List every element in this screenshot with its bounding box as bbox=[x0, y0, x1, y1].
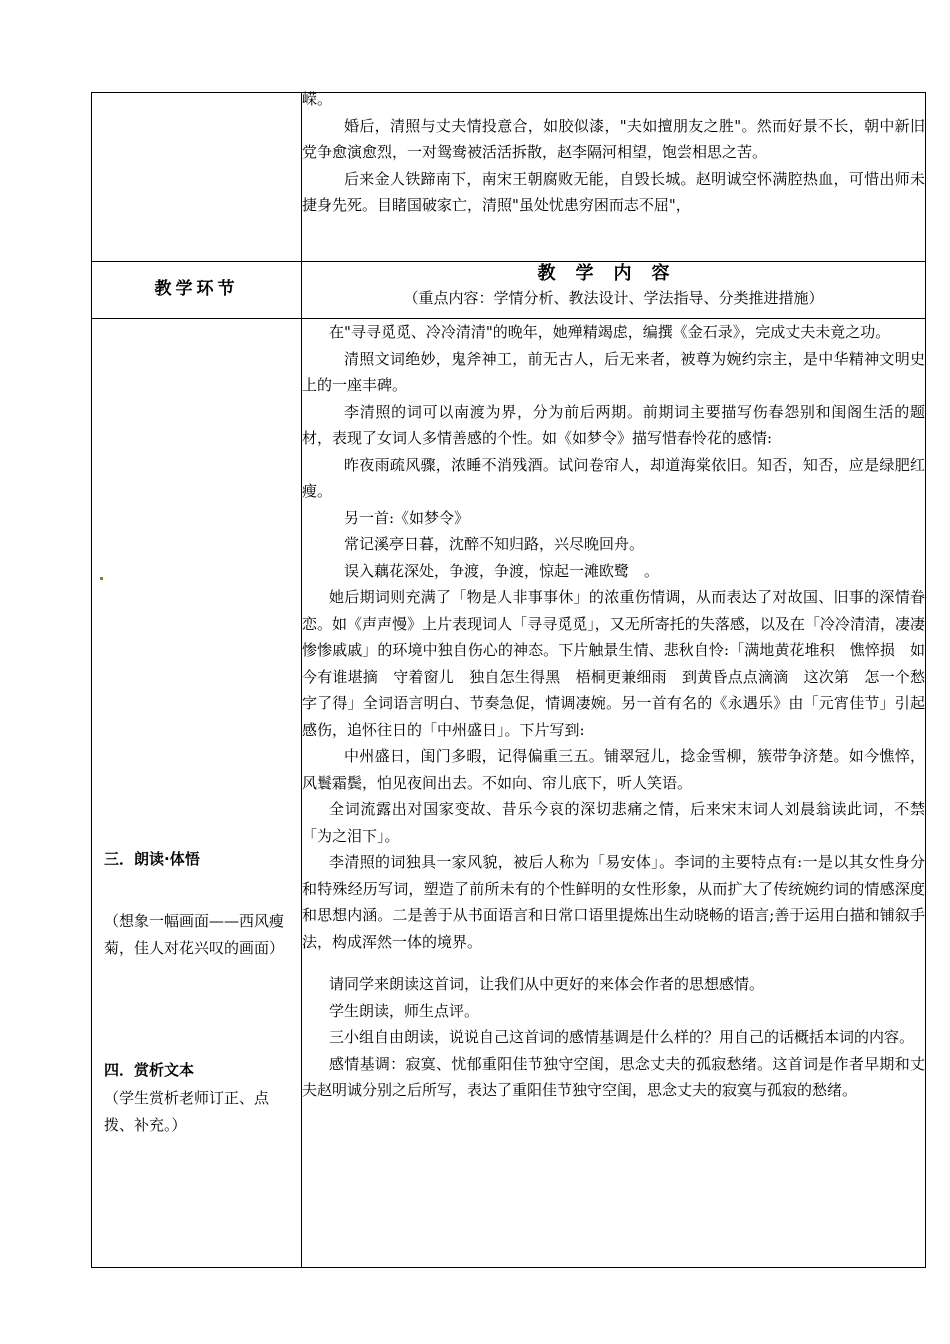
poem-line: 常记溪亭日暮，沈醉不知归路，兴尽晚回舟。 bbox=[344, 535, 645, 553]
table-row bbox=[92, 93, 926, 262]
paragraph: 婚后，清照与丈夫情投意合，如胶似漆，"夫如擅朋友之胜"。然而好景不长，朝中新旧党争愈演愈烈，一对鸳鸯被活活拆散，赵李隔河相望，饱尝相思之苦。 bbox=[302, 116, 925, 161]
lesson-plan-table bbox=[91, 92, 926, 1268]
section4-note: （学生赏析老师订正、点拨、补充。） bbox=[104, 1089, 270, 1134]
paragraph: 全词流露出对国家变故、昔乐今哀的深切悲痛之情，后来宋末词人刘晨翁读此词，不禁「为之泪下」。 bbox=[302, 800, 925, 845]
title-text: 教学内容 bbox=[537, 263, 690, 284]
header-left-cell bbox=[92, 262, 302, 319]
paragraph: 请同学来朗读这首词，让我们从中更好的来体会作者的思想感情。 bbox=[329, 975, 765, 993]
paragraph: 感情基调：寂寞、忧郁重阳佳节独守空闺，思念丈夫的孤寂愁绪。这首词是作者早期和丈夫赵明诚分别之后所写，表达了重阳佳节独守空闺，思念丈夫的寂寞与孤寂的愁绪。 bbox=[302, 1054, 925, 1099]
paragraph: 在"寻寻觅觅、冷冷清清"的晚年，她殚精竭虑，编撰《金石录》，完成丈夫未竟之功。 bbox=[329, 323, 891, 341]
table-header-row bbox=[92, 262, 926, 319]
left-step-cell bbox=[92, 319, 302, 1268]
paragraph: 学生朗读，师生点评。 bbox=[329, 1001, 480, 1020]
poem-line: 误入藕花深处，争渡，争渡，惊起一滩欧鹭 。 bbox=[344, 561, 660, 580]
left-step-block bbox=[92, 319, 301, 1267]
poem-paragraph: 中州盛日，闺门多暇，记得偏重三五。铺翠冠儿，捻金雪柳，簇带争济楚。如今憔悴，风鬟霜鬓，怕见夜间出去。不如向、帘儿底下，听人笑语。 bbox=[302, 747, 925, 792]
teaching-step-label: 教学环节 bbox=[154, 279, 239, 299]
paragraph: 另一首:《如梦令》 bbox=[344, 508, 470, 527]
paragraph: 李清照的词独具一家风貌，被后人称为「易安体」。李词的主要特点有:一是以其女性身分和特殊经历写词，塑造了前所未有的个性鲜明的女性形象，从而扩大了传统婉约词的情感深度和思想内涵。二是善于从书面语言和日常口语里提炼出生动晓畅的语言;善于运用白描和铺叙手法，构成浑然一体的境界。 bbox=[302, 853, 925, 951]
teaching-content-subtitle: （重点内容：学情分析、教法设计、学法指导、分类推进措施） bbox=[403, 289, 824, 307]
left-cell-empty bbox=[92, 93, 302, 262]
poem-paragraph: 昨夜雨疏风骤，浓睡不消残酒。试问卷帘人，却道海棠依旧。知否，知否，应是绿肥红瘦。 bbox=[302, 455, 925, 500]
paragraph: 后来金人铁蹄南下，南宋王朝腐败无能，自毁长城。赵明诚空怀满腔热血，可惜出师未捷身先死。目睹国破家亡，清照"虽处忧患穷困而志不屈"， bbox=[302, 169, 925, 214]
paragraph: 她后期词则充满了「物是人非事事休」的浓重伤情调，从而表达了对故国、旧事的深情眷恋。如《声声慢》上片表现词人「寻寻觅觅」，又无所寄托的失落感，以及在「冷冷清清，凄凄惨惨戚戚」的环境中独自伤心的神态。下片触景生情、悲秋自怜:「满地黄花堆积 憔悴损 如今有谁堪摘 守着窗儿 独自怎生得黑 梧桐更兼细雨 到黄昏点点滴滴 这次第 怎一个愁字了得」全词语言明白、节奏急促，情调凄婉。另一首有名的《永遇乐》由「元宵佳节」引起感伤，追怀往日的「中州盛日」。下片写到: bbox=[302, 588, 925, 739]
header-right-cell bbox=[302, 262, 926, 319]
paragraph: 嵘。 bbox=[302, 90, 333, 108]
section3-title: 三．朗读·体悟 bbox=[104, 850, 200, 868]
paragraph: 三小组自由朗读，说说自己这首词的感情基调是什么样的？用自己的话概括本词的内容。 bbox=[329, 1028, 915, 1046]
paragraph: 清照文词绝妙，鬼斧神工，前无古人，后无来者，被尊为婉约宗主，是中华精神文明史上的一座丰碑。 bbox=[302, 349, 925, 394]
intro-cell bbox=[302, 90, 926, 262]
table-row bbox=[92, 319, 926, 1268]
teaching-content-title bbox=[302, 262, 925, 286]
marker-dot bbox=[100, 577, 103, 580]
content-cell bbox=[302, 319, 926, 1268]
paragraph: 李清照的词可以南渡为界，分为前后两期。前期词主要描写伤春怨别和闺阁生活的题材，表现了女词人多情善感的个性。如《如梦令》描写惜春怜花的感情: bbox=[302, 402, 925, 447]
section3-note: （想象一幅画面——西风瘦菊，佳人对花兴叹的画面） bbox=[104, 912, 285, 957]
spacer bbox=[302, 955, 925, 971]
section4-title: 四．赏析文本 bbox=[104, 1061, 195, 1079]
